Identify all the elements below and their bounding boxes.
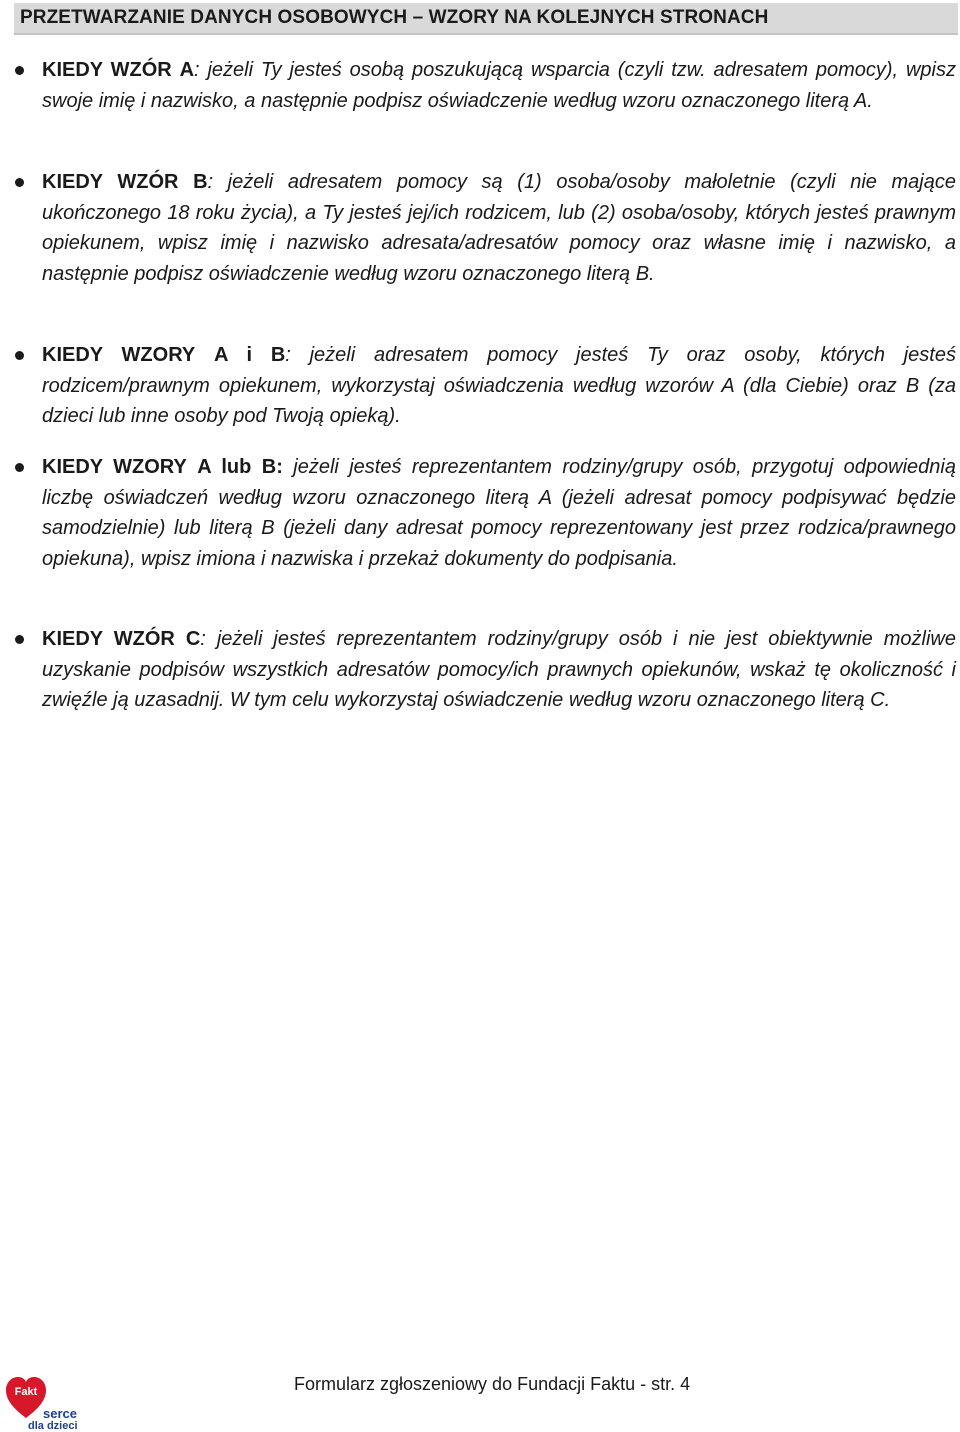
list-item-wzor-a [42, 55, 956, 116]
list-item-wzory-a-lub-b [42, 452, 956, 574]
item-key: KIEDY WZÓR [42, 59, 172, 81]
item-key: KIEDY WZORY [42, 456, 187, 478]
footer-page-label: Formularz zgłoszeniowy do Fundacji Faktu - str. 4 [294, 1374, 691, 1394]
bullet-icon [15, 178, 24, 187]
item-text: jeżeli jesteś reprezentantem rodziny/grupy osób, przygotuj odpowiednią liczbę oświadczeń według wzoru oznaczonego literą A (jeżeli adresat pomocy podpisywać będzie samodzielnie) lub literą B (jeżeli dany adresat pomocy reprezentowany jest przez rodzica/prawnego opiekuna), wpisz imiona i nazwiska i przekaż dokumenty do podpisania. [42, 456, 956, 570]
item-text: : jeżeli adresatem pomocy jesteś Ty oraz osoby, których jesteś rodzicem/prawnym opiekunem, wykorzystaj oświadczenia według wzorów A (dla Ciebie) oraz B (za dzieci lub inne osoby pod Twoją opieką). [42, 344, 956, 427]
bullet-icon [15, 635, 24, 644]
item-code: A i B [214, 344, 286, 366]
item-key: KIEDY WZÓR [42, 628, 175, 650]
section-header [14, 3, 958, 35]
item-text: : jeżeli adresatem pomocy są (1) osoba/osoby małoletnie (czyli nie mające ukończonego 18 roku życia), a Ty jesteś jej/ich rodzicem, lub (2) osoba/osoby, których jesteś prawnym opiekunem, wpisz imię i nazwisko adresata/adresatów pomocy oraz własne imię i nazwisko, a następnie podpisz oświadczenie według wzoru oznaczonego literą B. [42, 171, 956, 285]
item-key: KIEDY WZORY [42, 344, 196, 366]
bullet-icon [15, 351, 24, 360]
item-text: : jeżeli Ty jesteś osobą poszukującą wsparcia (czyli tzw. adresatem pomocy), wpisz swoje imię i nazwisko, a następnie podpisz oświadczenie według wzoru oznaczonego literą A. [42, 59, 956, 112]
bullet-icon [15, 66, 24, 75]
section-title: PRZETWARZANIE DANYCH OSOBOWYCH – WZORY NA KOLEJNYCH STRONACH [20, 7, 769, 28]
logo-line2: dla dzieci [28, 1420, 78, 1430]
item-text: : jeżeli jesteś reprezentantem rodziny/grupy osób i nie jest obiektywnie możliwe uzyskanie podpisów wszystkich adresatów pomocy/ich prawnych opiekunów, wskaż tę okoliczność i zwięźle ją uzasadnij. W tym celu wykorzystaj oświadczenie według wzoru oznaczonego literą C. [42, 628, 956, 711]
logo-line1: serce [43, 1406, 77, 1421]
list-item-wzor-b [42, 167, 956, 289]
list-item-wzory-a-i-b [42, 340, 956, 432]
item-code: A lub B: [197, 456, 283, 478]
logo-brand: Fakt [14, 1386, 38, 1398]
item-code: A [179, 59, 195, 81]
fakt-serce-dla-dzieci-logo [4, 1372, 84, 1430]
bullet-icon [15, 463, 24, 472]
item-key: KIEDY WZÓR [42, 171, 179, 193]
item-code: B [193, 171, 208, 193]
item-code: C [185, 628, 201, 650]
list-item-wzor-c [42, 624, 956, 716]
